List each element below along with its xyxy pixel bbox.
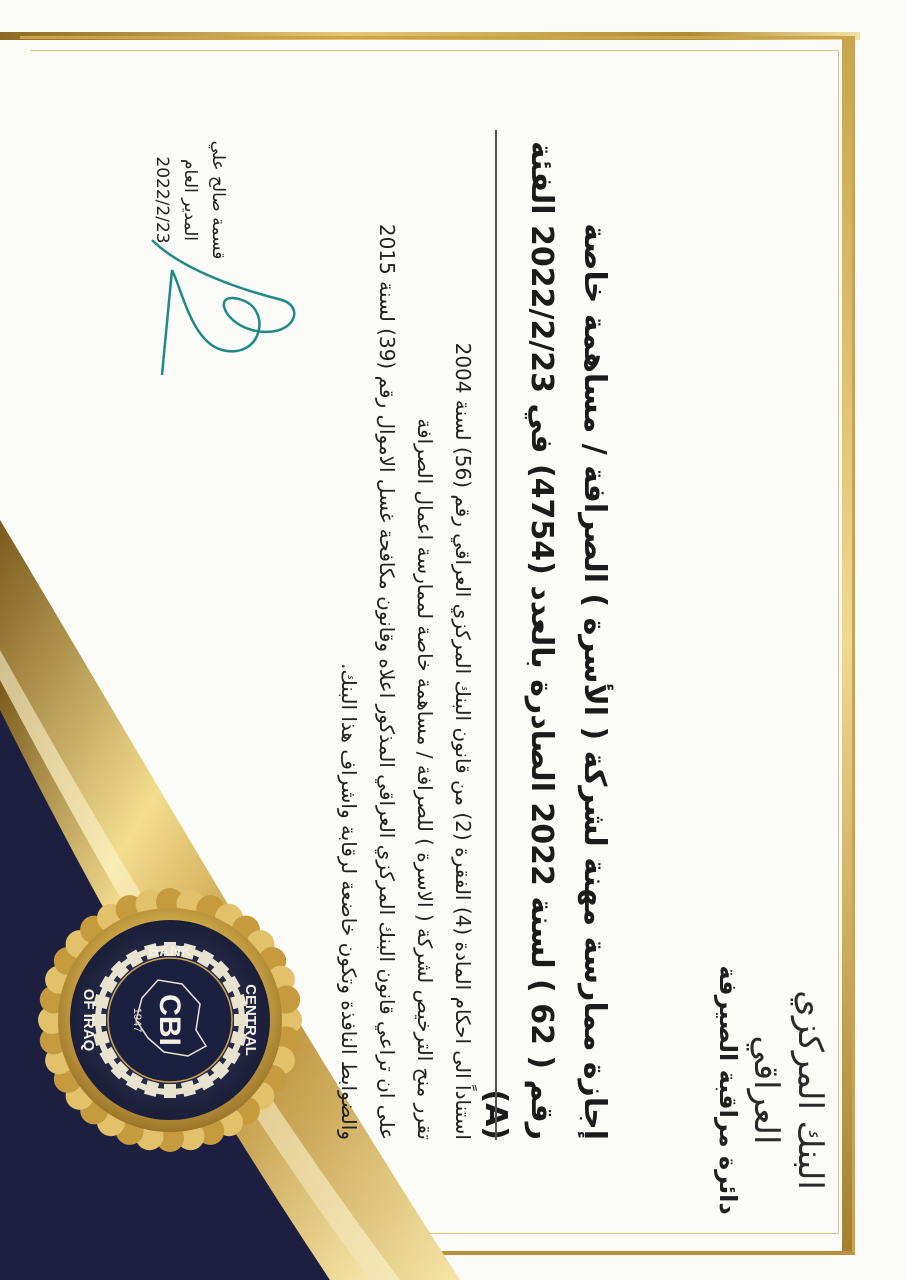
handwritten-signature	[142, 230, 302, 380]
department-name: دائرة مراقبة الصيرفة	[714, 965, 742, 1215]
seal-abbrev: CBI	[153, 994, 186, 1046]
seal-text-mid: BANK	[148, 943, 192, 960]
seal-text-top: CENTRAL	[242, 984, 259, 1056]
divider	[495, 130, 497, 1140]
header-block	[714, 960, 832, 1220]
body-line-1: استناداً الى احكام المادة (4) الفقرة (2) من قانون البنك المركزي العراقي رقم (56) لسنة 2004	[451, 342, 475, 1140]
signature-block	[148, 80, 232, 320]
signatory-name: قسمة صالح علي	[208, 140, 228, 260]
signatory-title: المدير العام	[180, 159, 200, 241]
body-line-2: تقرر منح الترخيص لشركة ( الاسرة ) للصرافة / مساهمة خاصة لممارسة اعمال الصرافة	[413, 418, 437, 1140]
license-body	[330, 130, 482, 1140]
signature-date: 2022/2/23	[152, 156, 172, 244]
license-title: إجازة ممارسة مهنة لشركة ( الأسرة ) الصرافة / مساهمة خاصة	[577, 223, 612, 1140]
body-line-4: والضوابط النافذة وتكون خاضعة لرقابة واشراف هذا البنك.	[337, 663, 361, 1140]
license-subtitle: رقم ( 62 ) لسنة 2022 الصادرة بالعدد (4754) في 2022/2/23 الفئة (A)	[478, 140, 559, 1140]
body-line-3: على ان تراعي قانون البنك المركزي العراقي المذكور اعلاه وقانون مكافحة غسل الاموال رقم (39) لسنة 2015	[375, 223, 399, 1140]
document-content	[72, 60, 832, 1220]
bank-name-logo: البنك المركزي العراقي	[746, 990, 830, 1190]
seal-year: 1947	[131, 1007, 143, 1033]
seal-text-bottom: OF IRAQ	[80, 988, 97, 1052]
